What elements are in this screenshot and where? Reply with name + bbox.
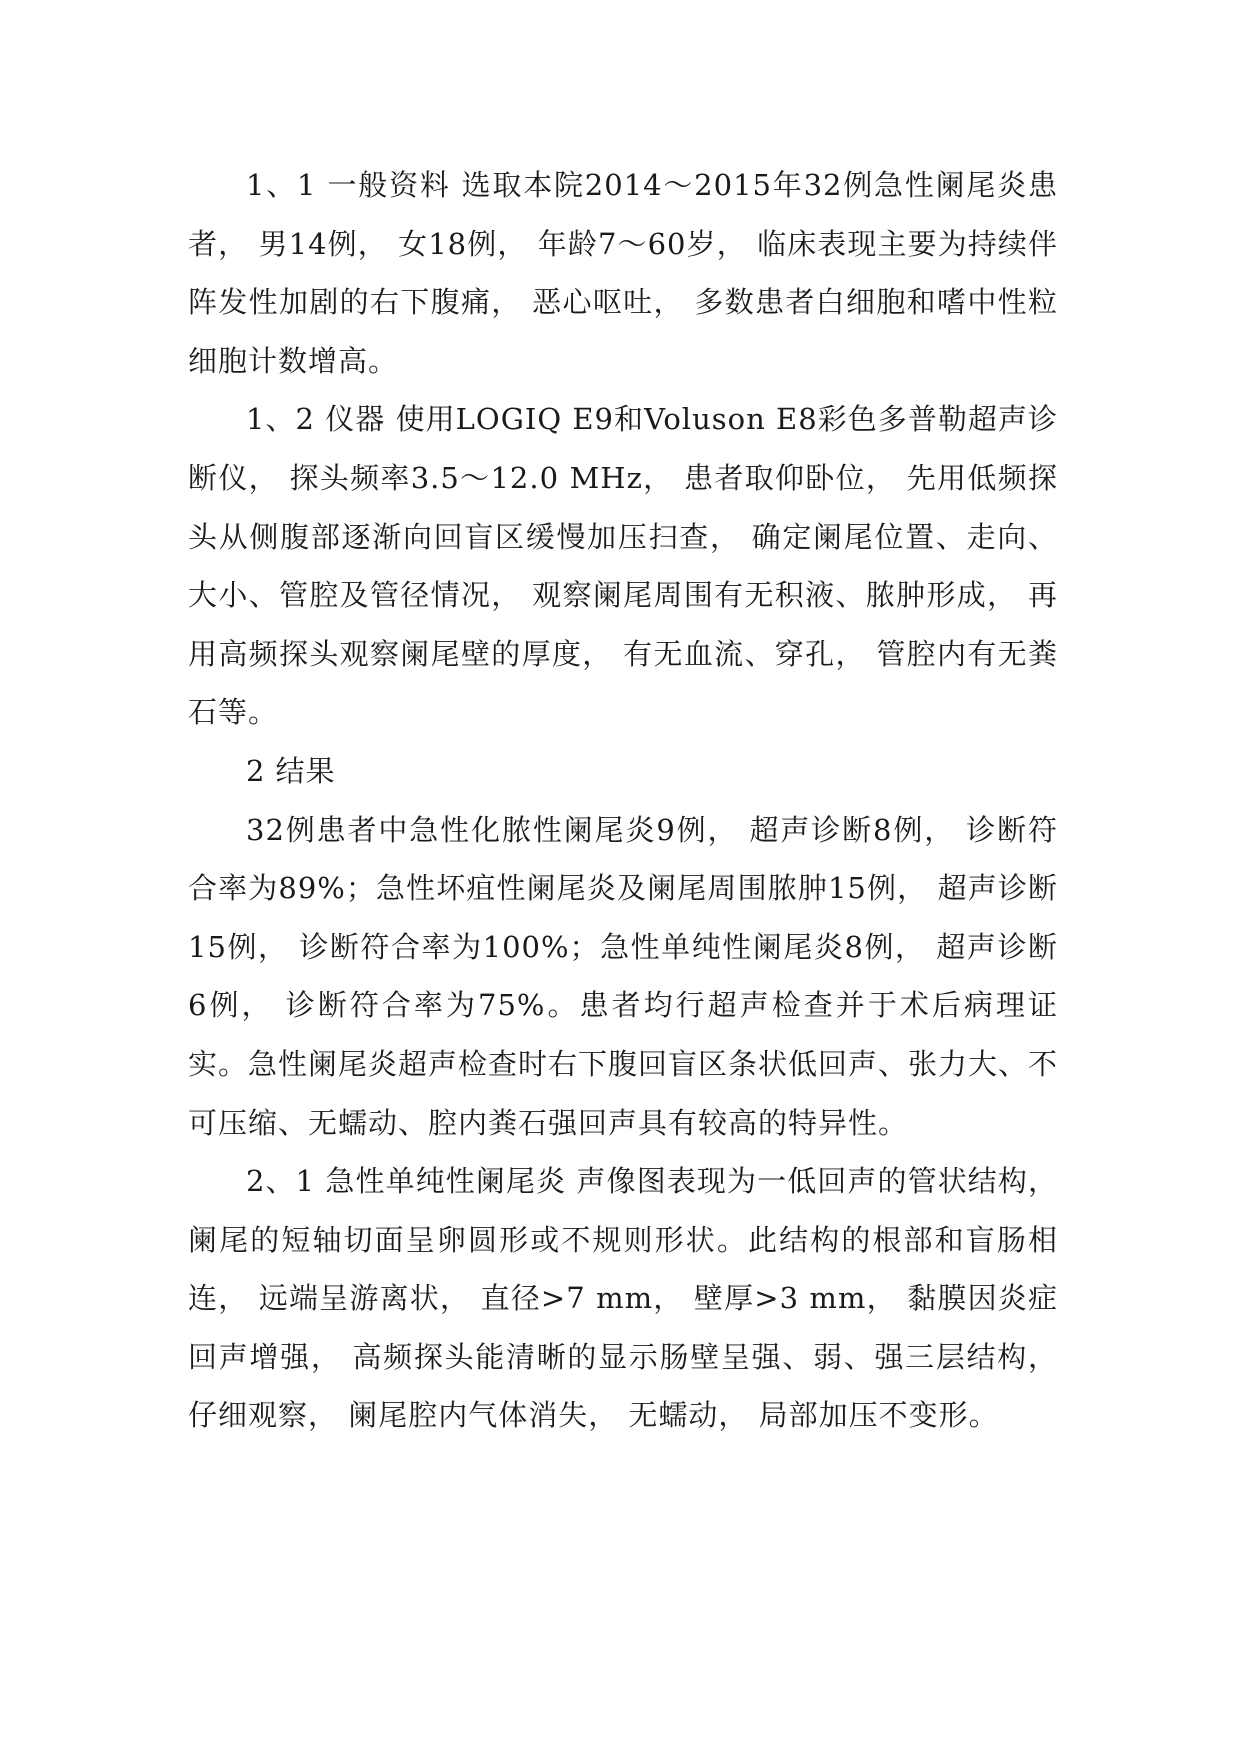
paragraph-instruments: 1、2 仪器 使用LOGIQ E9和Voluson E8彩色多普勒超声诊断仪， 探头频率3.5～12.0 MHz， 患者取仰卧位， 先用低频探头从侧腹部逐渐向回盲区缓慢加压扫查， 确定阑尾位置、走向、大小、管腔及管径情况， 观察阑尾周围有无积液、脓肿形成， 再用高频探头观察阑尾壁的厚度， 有无血流、穿孔， 管腔内有无粪石等。 — [188, 402, 1058, 730]
document-body — [188, 156, 1058, 1445]
paragraph-results: 32例患者中急性化脓性阑尾炎9例， 超声诊断8例， 诊断符合率为89%；急性坏疽性阑尾炎及阑尾周围脓肿15例， 超声诊断15例， 诊断符合率为100%；急性单纯性阑尾炎8例， 超声诊断6例， 诊断符合率为75%。患者均行超声检查并于术后病理证实。急性阑尾炎超声检查时右下腹回盲区条状低回声、张力大、不可压缩、无蠕动、腔内粪石强回声具有较高的特异性。 — [188, 812, 1059, 1140]
section-heading-results: 2 结果 — [246, 753, 336, 788]
paragraph-general-info: 1、1 一般资料 选取本院2014～2015年32例急性阑尾炎患者， 男14例， 女18例， 年龄7～60岁， 临床表现主要为持续伴阵发性加剧的右下腹痛， 恶心呕吐， 多数患者白细胞和嗜中性粒细胞计数增高。 — [188, 168, 1058, 378]
paragraph-simple-appendicitis: 2、1 急性单纯性阑尾炎 声像图表现为一低回声的管状结构， 阑尾的短轴切面呈卵圆形或不规则形状。此结构的根部和盲肠相连， 远端呈游离状， 直径>7 mm， 壁厚>3 mm， 黏膜因炎症回声增强， 高频探头能清晰的显示肠壁呈强、弱、强三层结构， 仔细观察， 阑尾腔内气体消失， 无蠕动， 局部加压不变形。 — [188, 1164, 1058, 1433]
